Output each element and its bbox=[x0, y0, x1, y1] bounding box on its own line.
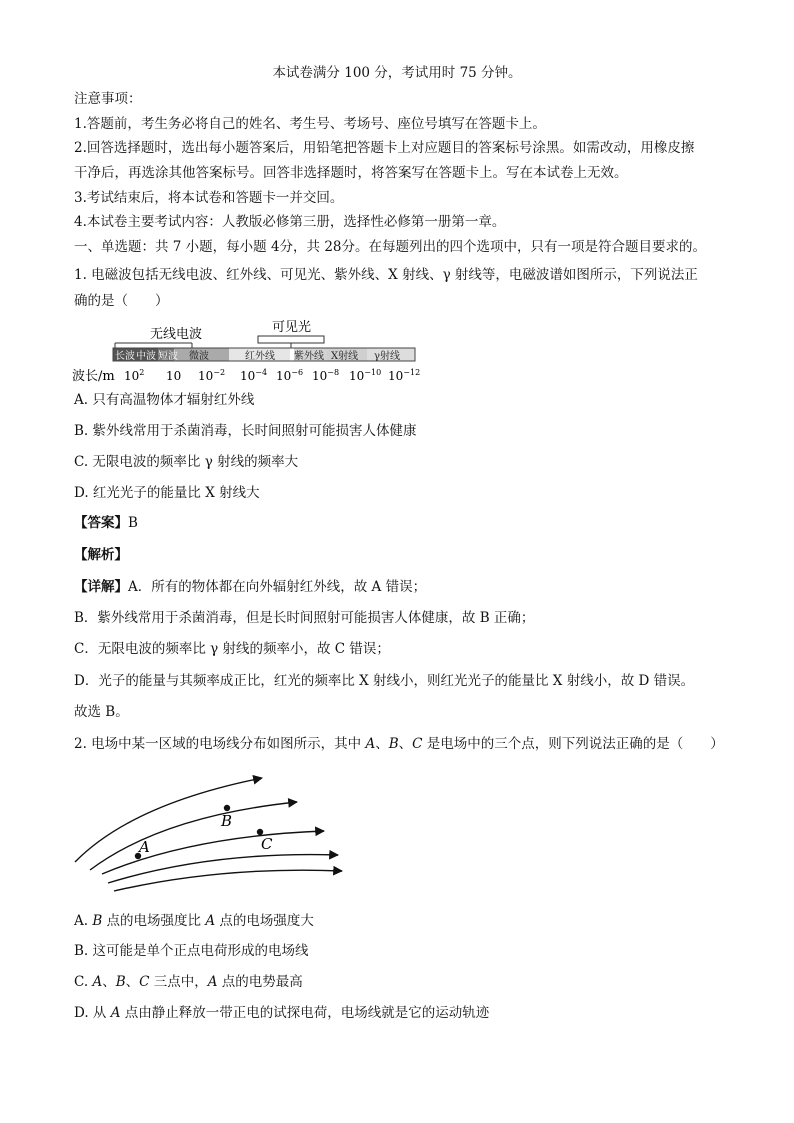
exam-header: 本试卷满分 100 分，考试用时 75 分钟。 bbox=[272, 65, 522, 81]
visible-light-label: 可见光 bbox=[272, 320, 312, 335]
note-item: 干净后，再选涂其他答案标号。回答非选择题时，将答案写在答题卡上。写在本试卷上无效。 bbox=[74, 165, 628, 181]
q1-analysis-label: 【解析】 bbox=[74, 547, 128, 563]
tick-label: $10^{-8}$ bbox=[312, 368, 340, 383]
radio-wave-label: 无线电波 bbox=[150, 327, 203, 342]
band-label: 长波 bbox=[115, 351, 135, 362]
electric-field-figure bbox=[72, 766, 362, 896]
notes-title: 注意事项： bbox=[74, 91, 142, 107]
point-b bbox=[224, 805, 230, 811]
wavelength-axis-label: 波长/m bbox=[72, 369, 115, 384]
point-b-label: B bbox=[221, 812, 233, 830]
q1-explain-line: C．无限电波的频率比 γ 射线的频率小，故 C 错误； bbox=[74, 641, 390, 657]
em-spectrum-figure bbox=[72, 318, 422, 386]
point-c-label: C bbox=[261, 835, 273, 853]
q2-option-b: B. 这可能是单个正点电荷形成的电场线 bbox=[74, 943, 309, 959]
answer-value: B bbox=[128, 515, 138, 531]
detail-label: 【详解】 bbox=[74, 579, 128, 595]
note-item: 2.回答选择题时，选出每小题答案后，用铅笔把答题卡上对应题目的答案标号涂黑。如需改动，用橡皮擦 bbox=[74, 140, 695, 156]
q2-option-a: A. B 点的电场强度比 A 点的电场强度大 bbox=[74, 913, 314, 929]
point-a-label: A bbox=[139, 838, 150, 856]
section-heading: 一、单选题：共 7 小题，每小题 4分，共 28分。在每题列出的四个选项中，只有一项是符合题目要求的。 bbox=[74, 239, 707, 255]
q1-option-b: B. 紫外线常用于杀菌消毒，长时间照射可能损害人体健康 bbox=[74, 423, 417, 439]
q1-answer bbox=[74, 514, 138, 532]
q1-option-a: A. 只有高温物体才辐射红外线 bbox=[74, 392, 255, 408]
q2-option-d: D. 从 A 点由静止释放一带正电的试探电荷，电场线就是它的运动轨迹 bbox=[74, 1005, 490, 1021]
note-item: 4.本试卷主要考试内容：人教版必修第三册，选择性必修第一册第一章。 bbox=[74, 214, 506, 230]
q2-stem: 2. 电场中某一区域的电场线分布如图所示，其中 A、B、C 是电场中的三个点，则下列说法正确的是（ ） bbox=[74, 736, 724, 752]
tick-label: $10^{-6}$ bbox=[276, 368, 304, 383]
tick-label: $10^{-2}$ bbox=[198, 368, 226, 383]
band-label: γ射线 bbox=[374, 351, 400, 362]
field-line bbox=[75, 778, 262, 862]
q1-explain-line: B．紫外线常用于杀菌消毒，但是长时间照射可能损害人体健康，故 B 正确； bbox=[74, 610, 535, 626]
band-label: X射线 bbox=[331, 351, 359, 362]
q1-option-c: C. 无限电波的频率比 γ 射线的频率大 bbox=[74, 454, 299, 470]
q1-conclusion: 故选 B。 bbox=[74, 704, 129, 720]
band-label: 短波 bbox=[158, 351, 178, 362]
tick-label: $10^2$ bbox=[124, 368, 145, 383]
band-label: 中波 bbox=[136, 351, 156, 362]
tick-label: $10^{-12}$ bbox=[388, 368, 421, 383]
q2-option-c: C. A、B、C 三点中，A 点的电势最高 bbox=[74, 974, 303, 990]
tick-label: 10 bbox=[166, 369, 182, 383]
tick-label: $10^{-10}$ bbox=[349, 368, 382, 383]
note-item: 3.考试结束后，将本试卷和答题卡一并交回。 bbox=[74, 190, 344, 206]
band-label: 微波 bbox=[189, 351, 209, 362]
band-label: 紫外线 bbox=[294, 351, 324, 362]
q1-stem-cont: 确的是（ ） bbox=[74, 293, 169, 309]
answer-label: 【答案】 bbox=[74, 515, 128, 531]
q1-stem: 1. 电磁波包括无线电波、红外线、可见光、紫外线、X 射线、γ 射线等，电磁波谱如图所示，下列说法正 bbox=[74, 267, 698, 283]
note-item: 1.答题前，考生务必将自己的姓名、考生号、考场号、座位号填写在答题卡上。 bbox=[74, 116, 546, 132]
detail-text: A．所有的物体都在向外辐射红外线，故 A 错误； bbox=[128, 579, 427, 595]
band-label: 红外线 bbox=[245, 351, 275, 362]
field-line bbox=[114, 870, 342, 891]
field-line bbox=[102, 831, 324, 874]
q1-option-d: D. 红光光子的能量比 X 射线大 bbox=[74, 485, 260, 501]
tick-label: $10^{-4}$ bbox=[240, 368, 268, 383]
q1-explain-line: D．光子的能量与其频率成正比，红光的频率比 X 射线小，则红光光子的能量比 X 射线小，故 D 错误。 bbox=[74, 673, 695, 689]
q1-detail bbox=[74, 578, 426, 596]
